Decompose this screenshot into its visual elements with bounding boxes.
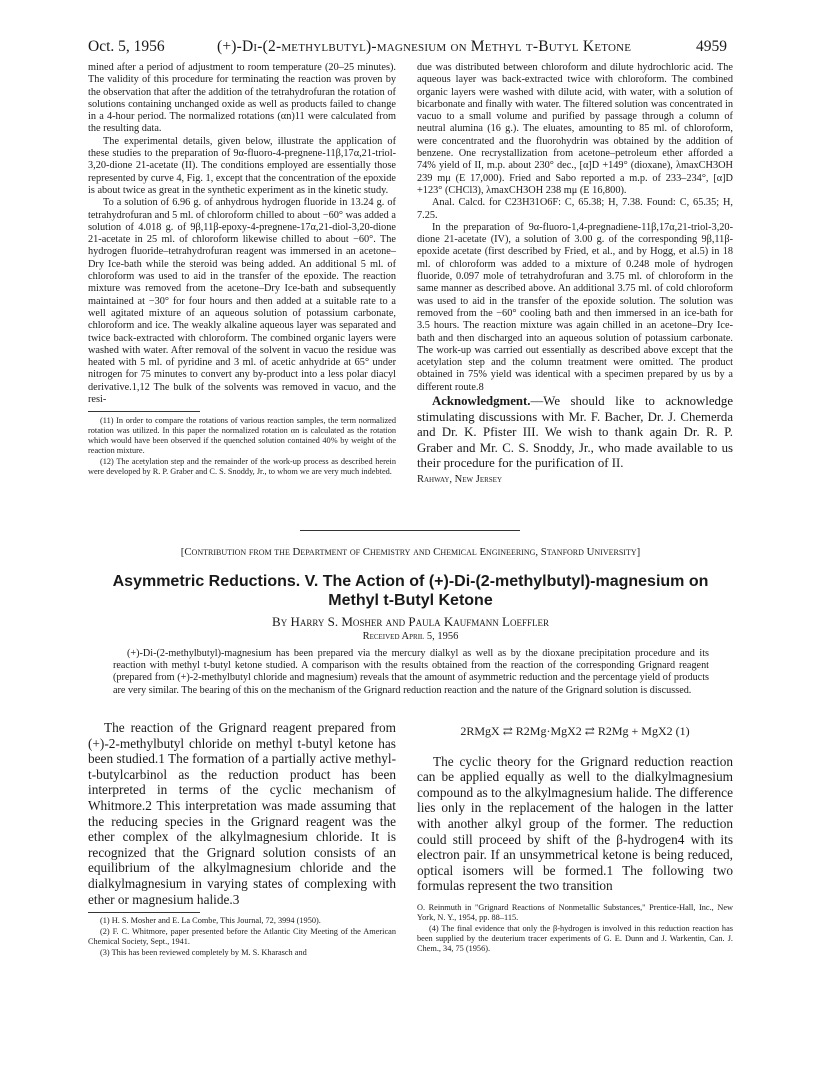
footnote-rule bbox=[88, 912, 200, 913]
acknowledgment-text: —We should like to acknowledge stimulating discussions with Mr. F. Bacher, Dr. J. Chemerda and Dr. K. Pfister III. We wish to thank again Dr. R. P. Graber and Mr. C. S. Snoddy, Jr., who made available to us their procedure for the purification of II. bbox=[417, 394, 733, 471]
left-column bbox=[88, 62, 396, 478]
paragraph: The cyclic theory for the Grignard reduction reaction can be applied equally as well to the dialkylmagnesium compound as to the alkylmagnesium halide. The difference lies only in the replacement of the halogen in the latter with another alkyl group of the former. The reduction could still proceed by shift of the β-hydrogen4 with its electron pair. If an unsymmetrical ketone is being reduced, optical isomers will be formed.1 The following two formulas represent the two transition bbox=[417, 753, 733, 894]
footnote-3: (3) This has been reviewed completely by M. S. Kharasch and bbox=[100, 948, 307, 958]
article-title: Asymmetric Reductions. V. The Action of (+)-Di-(2-methylbutyl)-magnesium on Methyl t-Butyl Ketone bbox=[112, 573, 709, 609]
footnote-rule bbox=[88, 411, 200, 412]
footnotes bbox=[417, 903, 733, 954]
footnote-2: (2) F. C. Whitmore, paper presented before the Atlantic City Meeting of the American Chemical Society, Sept., 1941. bbox=[88, 927, 396, 947]
body-left-column bbox=[88, 720, 396, 959]
abstract: (+)-Di-(2-methylbutyl)-magnesium has been prepared via the mercury dialkyl as well as by the dioxane precipitation procedure and its reaction with methyl t-butyl ketone studied. A comparison with the results obtained from the reaction of the corresponding Grignard reagent (prepared from (+)-2-methylbutyl chloride and magnesium) reveals that the amount of asymmetric reduction and the percentage yield of products are very similar. The bearing of this on the mechanism of the Grignard reduction reaction and the nature of the Grignard solution is discussed. bbox=[113, 648, 709, 696]
place-line: Rahway, New Jersey bbox=[417, 473, 503, 485]
footnote-3-continued: O. Reinmuth in "Grignard Reactions of Nonmetallic Substances," Prentice-Hall, Inc., New York, N. Y., 1954, pp. 88–115. bbox=[417, 902, 733, 922]
footnotes bbox=[88, 916, 396, 958]
section-divider bbox=[300, 530, 520, 531]
paragraph: The reaction of the Grignard reagent prepared from (+)-2-methylbutyl chloride on methyl t-butyl ketone has been studied.1 The formation of a partially active methyl-t-butylcarbinol as the reduction product has been interpreted in terms of the cyclic mechanism of Whitmore.2 This interpretation was made assuming that the reducing species in the Grignard reagent was the ether complex of the alkylmagnesium chloride. It is recognized that the Grignard solution consists of an equilibrium of the alkylmagnesium chloride and the dialkylmagnesium in varying states of complexing with ether or magnesium halide.3 bbox=[88, 720, 396, 907]
paragraph: The experimental details, given below, illustrate the application of these studies to the preparation of 9α-fluoro-4-pregnene-11β,17α,21-triol-3,20-dione 21-acetate (II). The conditions employed are essentially those represented by curve 4, Fig. 1, except that the concentration of the epoxide is about twice as great in the synthetic experiment as in the kinetic study. bbox=[88, 135, 396, 196]
acknowledgment bbox=[417, 394, 733, 472]
contribution-line: [Contribution from the Department of Chemistry and Chemical Engineering, Stanford University] bbox=[180, 546, 641, 558]
footnote-1: (1) H. S. Mosher and E. La Combe, This Journal, 72, 3994 (1950). bbox=[100, 916, 321, 926]
received-date: Received April 5, 1956 bbox=[362, 631, 459, 642]
page-number: 4959 bbox=[696, 38, 727, 55]
analysis-line: Anal. Calcd. for C23H31O6F: C, 65.38; H, 7.38. Found: C, 65.35; H, 7.25. bbox=[417, 197, 733, 221]
footnotes bbox=[88, 416, 396, 477]
running-header-title: (+)-Di-(2-methylbutyl)-magnesium on Methyl t-Butyl Ketone bbox=[217, 38, 632, 55]
running-header-date: Oct. 5, 1956 bbox=[88, 38, 165, 55]
body-right-column bbox=[417, 720, 733, 955]
footnote-4: (4) The final evidence that only the β-hydrogen is involved in this reduction reaction has been supplied by the deuterium tracer experiments of G. E. Dunn and J. Warkentin, Can. J. Chem., 34, 75 (1956). bbox=[417, 923, 733, 953]
paragraph: due was distributed between chloroform and dilute hydrochloric acid. The aqueous layer was back-extracted twice with chloroform. The combined organic layers were washed with dilute acid, with water, with a solution of bicarbonate and finally with water. The filtered solution was concentrated in vacuo to a small volume and purified by passage through a column of neutral alumina (16 g.). The eluates, amounting to 85 ml. of chloroform, were concentrated and the fluorohydrin was obtained by the addition of benzene. One recrystallization from acetone–petroleum ether afforded a 74% yield of II, m.p. about 230° dec., [α]D +149° (dioxane), λmaxCH3OH 239 mμ (E 17,000). Fried and Sabo reported a m.p. of 233–234°, [α]D +123° (CHCl3), λmaxCH3OH 238 mμ (E 16,800). bbox=[417, 62, 733, 196]
byline: By Harry S. Mosher and Paula Kaufmann Loeffler bbox=[272, 614, 549, 629]
equation-1: 2RMgX ⇄ R2Mg·MgX2 ⇄ R2Mg + MgX2 (1) bbox=[460, 724, 690, 738]
footnote-11: (11) In order to compare the rotations of various reaction samples, the term normalized rotation was utilized. In this paper the normalized rotation αn is calculated as the rotation which would have been observed if the quenched solution contained 40% by weight of the reaction mixture. bbox=[88, 416, 396, 456]
footnote-12: (12) The acetylation step and the remainder of the work-up process as described herein were developed by R. P. Graber and C. S. Snoddy, Jr., to whom we are very much indebted. bbox=[88, 457, 396, 477]
paragraph: To a solution of 6.96 g. of anhydrous hydrogen fluoride in 13.24 g. of tetrahydrofuran and 5 ml. of chloroform chilled to about −60° was added a solution of 4.018 g. of 9β,11β-epoxy-4-pregnene-17α,21-diol-3,20-dione 21-acetate in 25 ml. of chloroform likewise chilled to about −60°. The hydrogen fluoride–tetrahydrofuran reagent was immersed in an acetone–Dry Ice-bath while the steroid was being added. An additional 5 ml. of chloroform was used to aid in the transfer of the epoxide. The reaction mixture was removed from the acetone–Dry Ice-bath and subsequently maintained at −30° for four hours and then added at a suitable rate to a well agitated mixture of an aqueous solution of potassium carbonate, chloroform and ice. The weakly alkaline aqueous layer was separated and twice back-extracted with chloroform. The combined organic layers were washed with water. After removal of the solvent in vacuo the residue was heated with 5 ml. of pyridine and 3 ml. of acetic anhydride at 65° under nitrogen for 75 minutes to convert any by-product into a less polar diacyl derivative.1,12 The bulk of the solvents was removed in vacuo, and the resi- bbox=[88, 197, 396, 406]
acknowledgment-heading: Acknowledgment. bbox=[432, 394, 531, 409]
paragraph: In the preparation of 9α-fluoro-1,4-pregnadiene-11β,17α,21-triol-3,20-dione 21-acetate (IV), a solution of 3.00 g. of the corresponding 9β,11β-epoxide acetate (first described by Fried, et al., and by Hogg, et al.5) in 18 ml. of chloroform was added to a mixture of 0.248 mole of hydrogen fluoride, 0.097 mole of tetrahydrofuran and 3.75 ml. of chloroform in the same manner as described above. An additional 3.75 ml. of cold chloroform was used to aid in the transfer of the epoxide solution. The solution was removed from the −60° cooling bath and then immersed in an ice-bath for 3.5 hours. The reaction mixture was again chilled in an acetone–Dry Ice-bath and then discharged into an aqueous solution of potassium carbonate. The work-up was carried out essentially as described above except that the acetylation step and the column treatment were omitted. The product obtained in 75% yield was identical with a specimen prepared by us by a different route.8 bbox=[417, 221, 733, 393]
right-column bbox=[417, 62, 733, 486]
paragraph: mined after a period of adjustment to room temperature (20–25 minutes). The validity of this procedure for terminating the reaction was proven by the observation that after the addition of the tetrahydrofuran the rotation of solutions containing unchanged oxide as well as products failed to change in a 4-hour period. The normalized rotations (αn)11 were calculated from the resulting data. bbox=[88, 62, 396, 135]
